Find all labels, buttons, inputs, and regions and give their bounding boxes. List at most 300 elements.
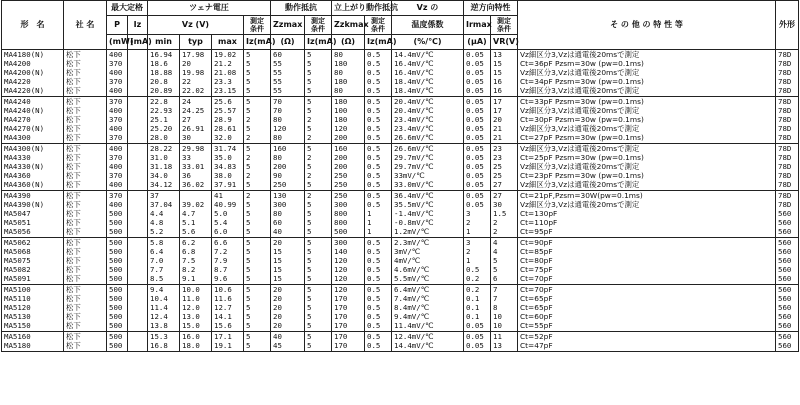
cell-zzmax: 60: [273, 218, 282, 227]
cell-zzmax: 20: [273, 321, 282, 330]
cell-vz-min: 18.6: [150, 59, 168, 68]
cell-zz-cond: 5: [307, 86, 312, 95]
cell-zzk-cond: 0.5: [367, 162, 381, 171]
cell-vz-typ: 13.0: [182, 312, 200, 321]
cell-vr: 8: [493, 303, 498, 312]
cell-vz-typ-stack: [180, 144, 212, 191]
cell-temp-coef: 36.4mV/℃: [394, 191, 434, 200]
cell-p-stack: [107, 144, 128, 191]
cell-vz-typ: 30: [182, 133, 191, 142]
cell-iz: [130, 294, 145, 303]
cell-maker: 松下: [66, 115, 81, 124]
cell-zzkmax: 800: [334, 209, 348, 218]
cell-vr: 15: [493, 59, 502, 68]
cell-vz-typ: 18.0: [182, 341, 200, 350]
cell-maker: 松下: [66, 332, 81, 341]
cell-vz-min: 16.8: [150, 341, 168, 350]
cell-zzk-cond: 0.5: [367, 256, 381, 265]
cell-irmax: 0.2: [466, 285, 480, 294]
cell-vz-max: 40.99: [214, 200, 237, 209]
cell-outline-stack: [776, 332, 799, 352]
cell-temp-coef: 26.6mV/℃: [394, 133, 434, 142]
cell-zzk-cond-stack: [365, 285, 392, 332]
cell-irmax-stack: [464, 191, 491, 238]
cell-vz-min-stack: [148, 144, 180, 191]
cell-other: Vz細区分3,Vzは通電後20msで測定: [520, 50, 640, 59]
cell-zz-cond: 5: [307, 247, 312, 256]
cell-p: 400: [109, 50, 123, 59]
cell-zzkmax: 170: [334, 303, 348, 312]
cell-iz-cond: 5: [246, 59, 251, 68]
cell-maker: 松下: [66, 68, 81, 77]
cell-iz: [130, 265, 145, 274]
cell-vz-min: 6.4: [150, 247, 164, 256]
cell-name: MA5110: [4, 294, 31, 303]
table-row-group: [2, 97, 799, 144]
cell-iz-cond: 5: [246, 285, 251, 294]
cell-vz-typ: 17.98: [182, 50, 205, 59]
cell-zzmax: 200: [273, 162, 287, 171]
cell-temp-coef: 20.4mV/℃: [394, 106, 434, 115]
cell-zz-cond-stack: [305, 332, 332, 352]
cell-iz-cond-stack: [244, 238, 271, 285]
cell-iz-cond: 5: [246, 332, 251, 341]
cell-zzmax: 15: [273, 256, 282, 265]
col-header-dynamic-resistance: 動作抵抗: [271, 1, 332, 16]
cell-irmax: 0.05: [466, 50, 484, 59]
cell-name: MA4330: [4, 153, 31, 162]
cell-zzkmax: 120: [334, 124, 348, 133]
cell-name-stack: [2, 332, 64, 352]
cell-vz-typ: 6.2: [182, 238, 196, 247]
col-header-name: 形 名: [2, 1, 64, 50]
cell-p-stack: [107, 97, 128, 144]
cell-other-stack: [518, 285, 776, 332]
cell-iz: [130, 106, 145, 115]
cell-zzmax-stack: [271, 50, 305, 97]
cell-outline-stack: [776, 238, 799, 285]
cell-iz-cond: 5: [246, 200, 251, 209]
cell-zzmax: 20: [273, 312, 282, 321]
cell-zzk-cond: 0.5: [367, 191, 381, 200]
cell-zzkmax: 100: [334, 106, 348, 115]
cell-iz-stack: [128, 332, 148, 352]
cell-zz-cond-stack: [305, 144, 332, 191]
cell-iz-stack: [128, 97, 148, 144]
cell-iz: [130, 133, 145, 142]
cell-vr: 7: [493, 285, 498, 294]
cell-vz-max: 9.6: [214, 274, 228, 283]
cell-vz-max: 15.6: [214, 321, 232, 330]
cell-maker: 松下: [66, 162, 81, 171]
cell-other: Vz細区分3,Vzは通電後20msで測定: [520, 106, 640, 115]
cell-irmax: 0.05: [466, 180, 484, 189]
cell-zzk-cond: 0.5: [367, 274, 381, 283]
cell-vz-max: 21.2: [214, 59, 232, 68]
cell-zzkmax: 170: [334, 312, 348, 321]
cell-outline: 560: [778, 303, 792, 312]
cell-zzkmax: 300: [334, 238, 348, 247]
cell-p: 400: [109, 68, 123, 77]
cell-name: MA4200(N): [4, 68, 45, 77]
cell-outline-stack: [776, 144, 799, 191]
cell-iz-cond: 5: [246, 294, 251, 303]
cell-vz-min: 31.18: [150, 162, 173, 171]
cell-vz-min: 9.4: [150, 285, 164, 294]
cell-name: MA4390(N): [4, 200, 45, 209]
cell-zzk-cond: 0.5: [367, 144, 381, 153]
col-header-rise-resistance: 立上がり動作抵抗: [332, 1, 392, 16]
cell-iz: [130, 247, 145, 256]
cell-iz: [130, 50, 145, 59]
cell-zzk-cond: 0.5: [367, 312, 381, 321]
cell-maker: 松下: [66, 218, 81, 227]
cell-iz: [130, 180, 145, 189]
cell-vr: 27: [493, 191, 502, 200]
cell-iz-cond: 2: [246, 153, 251, 162]
cell-iz-cond: 5: [246, 209, 251, 218]
cell-vz-typ: 22: [182, 77, 191, 86]
cell-irmax: 0.05: [466, 162, 484, 171]
cell-temp-coef: 5.5mV/℃: [394, 274, 429, 283]
cell-iz-cond: 5: [246, 274, 251, 283]
col-header-maker: 社 名: [64, 1, 107, 50]
cell-other: Vz細区分3,Vzは通電後20msで測定: [520, 200, 640, 209]
cell-iz: [130, 86, 145, 95]
cell-other: Ct=95pF: [520, 227, 553, 236]
cell-zzmax: 80: [273, 153, 282, 162]
cell-zzmax-stack: [271, 97, 305, 144]
cell-p: 400: [109, 106, 123, 115]
col-header-iz-ma-2: Iz(mA): [305, 35, 332, 50]
cell-p: 370: [109, 191, 123, 200]
cell-other: Ct=75pF: [520, 265, 553, 274]
cell-other: Ct=55pF: [520, 321, 553, 330]
cell-zzmax: 80: [273, 133, 282, 142]
cell-vz-min: 16.94: [150, 50, 173, 59]
cell-zzmax: 90: [273, 171, 282, 180]
cell-temp-coef-stack: [392, 332, 464, 352]
cell-p: 370: [109, 59, 123, 68]
cell-vz-min-stack: [148, 332, 180, 352]
cell-other: Vz細区分3,Vzは通電後20msで測定: [520, 144, 640, 153]
cell-vz-min: 12.4: [150, 312, 168, 321]
cell-name-stack: [2, 144, 64, 191]
cell-iz-cond: 2: [246, 171, 251, 180]
cell-p: 500: [109, 332, 123, 341]
cell-temp-coef: 35.5mV/℃: [394, 200, 434, 209]
cell-iz: [130, 256, 145, 265]
cell-maker-stack: [64, 144, 107, 191]
cell-temp-coef: 9.4mV/℃: [394, 312, 429, 321]
cell-other: Ct=52pF: [520, 332, 553, 341]
cell-vz-max: 7.9: [214, 256, 228, 265]
cell-vz-max: 25.57: [214, 106, 237, 115]
cell-vz-max-stack: [212, 238, 244, 285]
col-header-cond-3: 測定 条件: [365, 16, 392, 35]
cell-name: MA5075: [4, 256, 31, 265]
cell-vz-min: 20.8: [150, 77, 168, 86]
cell-vz-max: 17.1: [214, 332, 232, 341]
cell-iz: [130, 124, 145, 133]
cell-name: MA5130: [4, 312, 31, 321]
cell-zzkmax: 160: [334, 144, 348, 153]
cell-iz-cond: 5: [246, 86, 251, 95]
cell-vr: 25: [493, 162, 502, 171]
cell-zzkmax: 180: [334, 115, 348, 124]
cell-zzk-cond: 0.5: [367, 153, 381, 162]
cell-zzmax: 15: [273, 274, 282, 283]
cell-iz-cond: 5: [246, 218, 251, 227]
cell-name: MA4330(N): [4, 162, 45, 171]
cell-vz-min: 37: [150, 191, 159, 200]
cell-p: 400: [109, 124, 123, 133]
cell-vz-min: 34.12: [150, 180, 173, 189]
cell-outline: 560: [778, 265, 792, 274]
cell-zzkmax-stack: [332, 97, 365, 144]
cell-zzmax-stack: [271, 332, 305, 352]
cell-vz-max-stack: [212, 144, 244, 191]
cell-vz-typ: 11.0: [182, 294, 200, 303]
cell-zzkmax-stack: [332, 285, 365, 332]
cell-name: MA4360(N): [4, 180, 45, 189]
cell-zzkmax: 300: [334, 200, 348, 209]
cell-irmax: 0.05: [466, 332, 484, 341]
cell-zzmax: 80: [273, 209, 282, 218]
cell-other-stack: [518, 238, 776, 285]
cell-zzk-cond: 0.5: [367, 115, 381, 124]
cell-zzmax: 55: [273, 59, 282, 68]
cell-name: MA5082: [4, 265, 31, 274]
cell-outline-stack: [776, 191, 799, 238]
cell-vz-min: 31.0: [150, 153, 168, 162]
cell-p: 400: [109, 200, 123, 209]
cell-temp-coef: 2.3mV/℃: [394, 238, 429, 247]
cell-vz-typ: 5.1: [182, 218, 196, 227]
cell-zzkmax: 170: [334, 321, 348, 330]
cell-zzk-cond: 0.5: [367, 86, 381, 95]
cell-vr: 21: [493, 124, 502, 133]
col-header-zener-voltage: ツェナ電圧: [148, 1, 271, 16]
cell-irmax: 0.05: [466, 68, 484, 77]
cell-temp-coef: 33mV/℃: [394, 171, 425, 180]
cell-vr: 25: [493, 171, 502, 180]
cell-vz-min: 15.3: [150, 332, 168, 341]
cell-zzk-cond: 0.5: [367, 68, 381, 77]
cell-other: Ct=70pF: [520, 274, 553, 283]
cell-p: 500: [109, 294, 123, 303]
cell-outline: 560: [778, 332, 792, 341]
cell-temp-coef: 3mV/℃: [394, 247, 421, 256]
cell-zzk-cond: 0.5: [367, 133, 381, 142]
cell-iz-cond-stack: [244, 50, 271, 97]
cell-p: 370: [109, 97, 123, 106]
cell-vz-max: 19.1: [214, 341, 232, 350]
cell-iz-cond: 5: [246, 97, 251, 106]
cell-vz-typ: 24.25: [182, 106, 205, 115]
col-header-max: max: [212, 35, 244, 50]
cell-vr-stack: [491, 50, 518, 97]
cell-iz-cond: 5: [246, 106, 251, 115]
cell-maker: 松下: [66, 180, 81, 189]
cell-name: MA5068: [4, 247, 31, 256]
cell-iz: [130, 303, 145, 312]
cell-other: Ct=85pF: [520, 247, 553, 256]
cell-vz-typ: 16.0: [182, 332, 200, 341]
cell-irmax: 3: [466, 238, 471, 247]
col-header-ohm-1: (Ω): [271, 35, 305, 50]
cell-maker: 松下: [66, 50, 81, 59]
cell-vz-max: 35.0: [214, 153, 232, 162]
cell-vz-max: 6.0: [214, 227, 228, 236]
cell-maker-stack: [64, 97, 107, 144]
cell-maker: 松下: [66, 256, 81, 265]
cell-vz-min-stack: [148, 50, 180, 97]
cell-zzkmax: 180: [334, 97, 348, 106]
cell-name-stack: [2, 97, 64, 144]
col-header-outline: 外形: [776, 1, 799, 50]
cell-zz-cond: 5: [307, 209, 312, 218]
cell-zzk-cond-stack: [365, 238, 392, 285]
cell-name: MA4240: [4, 97, 31, 106]
cell-zzk-cond: 0.5: [367, 106, 381, 115]
cell-p: 500: [109, 321, 123, 330]
cell-zzmax: 40: [273, 227, 282, 236]
cell-zzmax: 55: [273, 77, 282, 86]
cell-vz-typ: 33: [182, 153, 191, 162]
cell-p: 500: [109, 265, 123, 274]
cell-zzk-cond: 0.5: [367, 294, 381, 303]
cell-name: MA5100: [4, 285, 31, 294]
cell-irmax: 0.1: [466, 294, 480, 303]
cell-iz: [130, 218, 145, 227]
cell-iz-cond: 5: [246, 265, 251, 274]
cell-zzmax: 15: [273, 247, 282, 256]
cell-vz-typ: 33.01: [182, 162, 205, 171]
cell-outline: 78D: [778, 144, 792, 153]
cell-vr: 5: [493, 256, 498, 265]
cell-iz: [130, 144, 145, 153]
cell-vz-max: 5.0: [214, 209, 228, 218]
cell-zzkmax: 180: [334, 77, 348, 86]
col-header-ir-unit: (μA): [464, 35, 491, 50]
cell-temp-coef: 14.4mV/℃: [394, 341, 434, 350]
cell-zzk-cond: 0.5: [367, 238, 381, 247]
cell-zzkmax: 120: [334, 274, 348, 283]
cell-vz-max: 31.74: [214, 144, 237, 153]
cell-other: Ct=34pF Pzsm=30w (pw=0.1ms): [520, 77, 644, 86]
cell-vz-min: 4.4: [150, 209, 164, 218]
cell-outline: 560: [778, 238, 792, 247]
cell-iz-cond: 5: [246, 227, 251, 236]
cell-irmax: 1: [466, 227, 471, 236]
cell-outline: 78D: [778, 180, 792, 189]
cell-zz-cond: 5: [307, 274, 312, 283]
cell-name: MA5056: [4, 227, 31, 236]
cell-zzmax: 160: [273, 144, 287, 153]
cell-other-stack: [518, 144, 776, 191]
cell-vz-min: 25.20: [150, 124, 173, 133]
cell-vz-min: 22.8: [150, 97, 168, 106]
cell-vz-max: 21.08: [214, 68, 237, 77]
cell-p: 400: [109, 162, 123, 171]
cell-outline-stack: [776, 50, 799, 97]
cell-p-stack: [107, 191, 128, 238]
cell-p: 500: [109, 256, 123, 265]
cell-vz-typ: 4.7: [182, 209, 196, 218]
cell-zzk-cond: 1: [367, 227, 372, 236]
cell-zzk-cond: 0.5: [367, 97, 381, 106]
cell-iz-cond: 5: [246, 321, 251, 330]
cell-name: MA5091: [4, 274, 31, 283]
cell-iz-stack: [128, 238, 148, 285]
cell-zzk-cond: 0.5: [367, 285, 381, 294]
cell-vz-min-stack: [148, 191, 180, 238]
cell-iz-cond-stack: [244, 332, 271, 352]
col-header-cond-1: 測定 条件: [244, 16, 271, 35]
cell-zz-cond: 5: [307, 238, 312, 247]
cell-zzmax: 130: [273, 191, 287, 200]
cell-vz-min: 22.93: [150, 106, 173, 115]
cell-name: MA5051: [4, 218, 31, 227]
cell-zzk-cond: 0.5: [367, 50, 381, 59]
cell-vz-max: 25.6: [214, 97, 232, 106]
cell-temp-coef: 20.4mV/℃: [394, 97, 434, 106]
cell-maker: 松下: [66, 77, 81, 86]
cell-vz-max: 38.0: [214, 171, 232, 180]
cell-irmax-stack: [464, 97, 491, 144]
cell-name-stack: [2, 238, 64, 285]
cell-name-stack: [2, 285, 64, 332]
cell-zzmax-stack: [271, 238, 305, 285]
cell-vr-stack: [491, 191, 518, 238]
cell-zz-cond: 5: [307, 218, 312, 227]
cell-vz-max: 7.2: [214, 247, 228, 256]
cell-zz-cond: 2: [307, 115, 312, 124]
cell-p: 370: [109, 133, 123, 142]
cell-p: 400: [109, 86, 123, 95]
cell-outline-stack: [776, 285, 799, 332]
cell-temp-coef-stack: [392, 97, 464, 144]
col-header-vr-unit: VR(V): [491, 35, 518, 50]
col-header-tc-unit: (%/℃): [392, 35, 464, 50]
cell-irmax-stack: [464, 50, 491, 97]
cell-name: MA4360: [4, 171, 31, 180]
cell-outline: 78D: [778, 59, 792, 68]
cell-name: MA4220(N): [4, 86, 45, 95]
cell-name-stack: [2, 50, 64, 97]
col-header-temp-coef: 温度係数: [392, 16, 464, 35]
cell-temp-coef: 29.7mV/℃: [394, 162, 434, 171]
cell-name: MA4270: [4, 115, 31, 124]
cell-outline: 560: [778, 218, 792, 227]
cell-vz-max: 12.7: [214, 303, 232, 312]
cell-vz-typ: 22.02: [182, 86, 205, 95]
cell-zzkmax: 120: [334, 265, 348, 274]
cell-other: Ct=60pF: [520, 312, 553, 321]
cell-zz-cond: 5: [307, 227, 312, 236]
table-body: [2, 50, 799, 352]
cell-maker: 松下: [66, 209, 81, 218]
cell-p: 400: [109, 180, 123, 189]
cell-vz-max-stack: [212, 285, 244, 332]
cell-maker: 松下: [66, 171, 81, 180]
cell-other: Ct=36pF Pzsm=30w (pw=0.1ms): [520, 59, 644, 68]
cell-irmax-stack: [464, 144, 491, 191]
cell-zzmax: 60: [273, 50, 282, 59]
cell-vz-min: 20.89: [150, 86, 173, 95]
cell-p: 500: [109, 247, 123, 256]
